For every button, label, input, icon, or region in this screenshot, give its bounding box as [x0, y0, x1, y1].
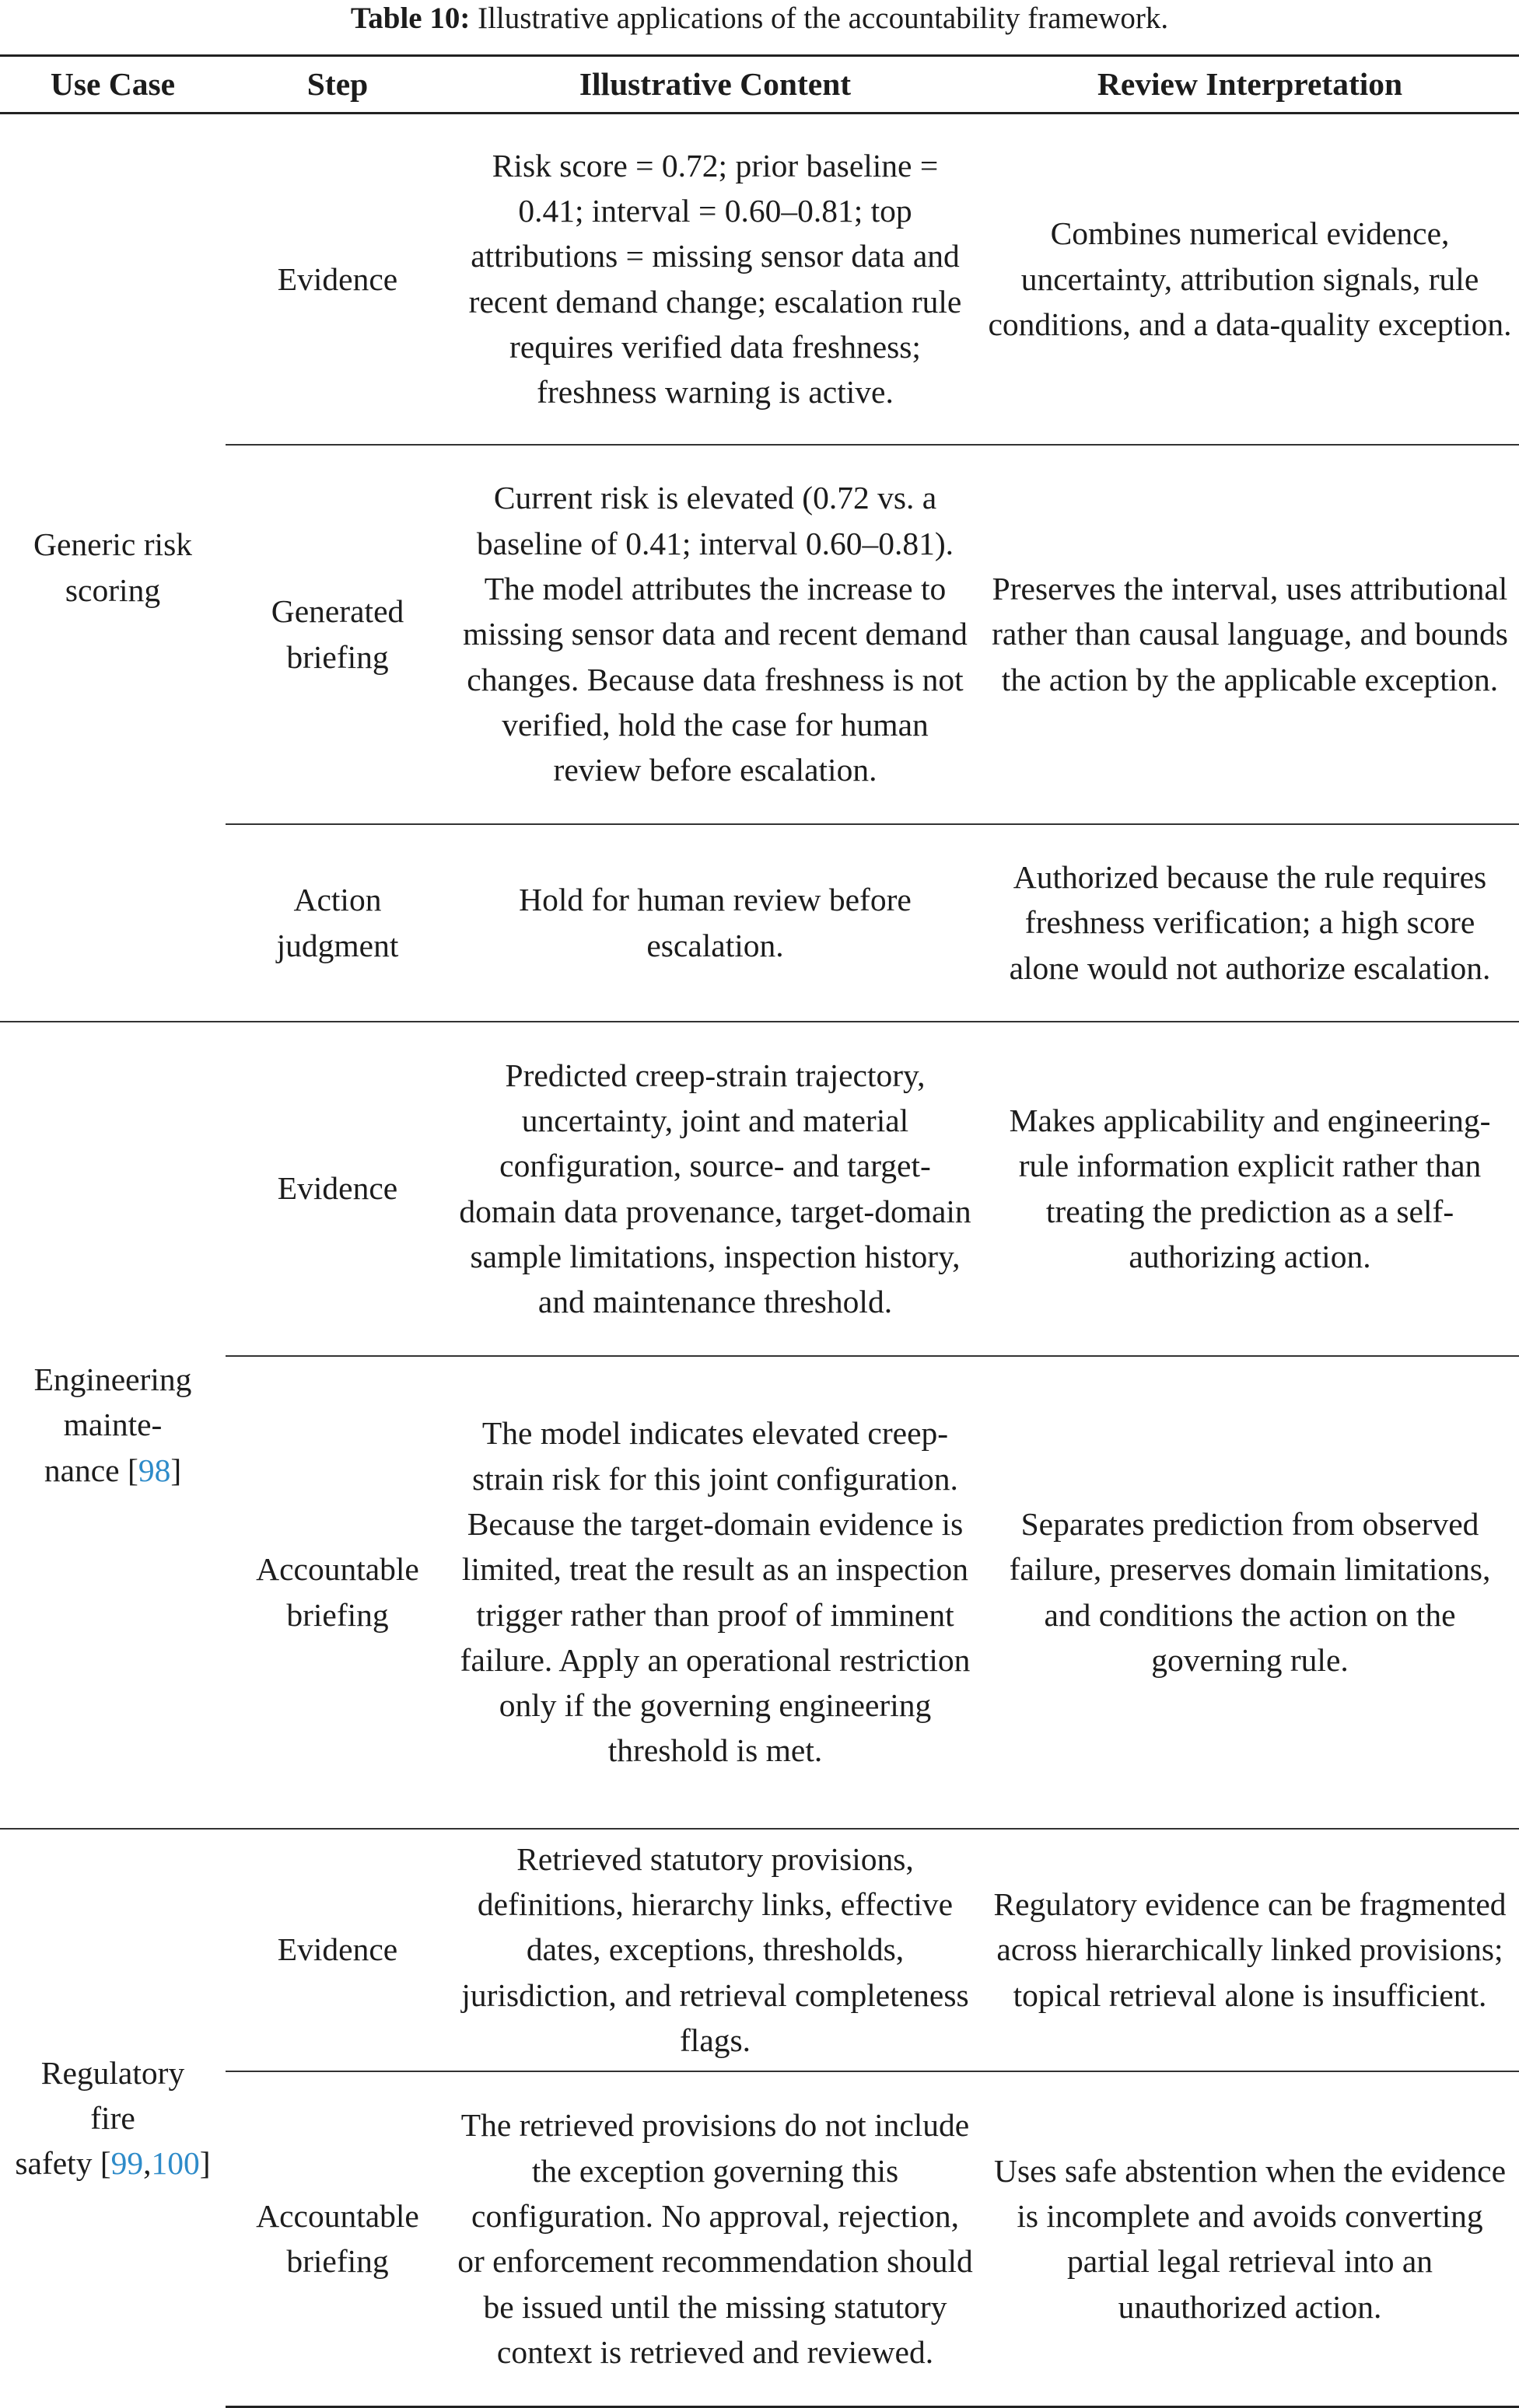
content-cell: Retrieved statutory provisions, definitions, hierarchy links, effective dates, exceptions, thresholds, jurisdiction, and retrieval completeness flags.	[450, 1829, 981, 2071]
table-row	[0, 445, 1519, 824]
use-case-label: scoring	[65, 571, 161, 608]
step-label: judgment	[276, 927, 399, 963]
bracket: ]	[170, 1452, 182, 1488]
review-cell: Authorized because the rule requires freshness verification; a high score alone would not authorize escalation.	[981, 824, 1519, 1022]
use-case-generic	[0, 114, 226, 1022]
use-case-label: Engineering	[33, 1361, 192, 1398]
step-cell	[226, 2071, 450, 2407]
step-cell	[226, 445, 450, 824]
use-case-text: nance [	[44, 1452, 138, 1488]
citation-link[interactable]: 100	[151, 2145, 200, 2182]
review-cell: Separates prediction from observed failure, preserves domain limitations, and conditions the action on the governing rule.	[981, 1356, 1519, 1829]
content-cell: The retrieved provisions do not include the exception governing this configuration. No approval, rejection, or enforcement recommendation should be issued until the missing statutory context is retrieved and reviewed.	[450, 2071, 981, 2407]
step-cell: Evidence	[226, 1022, 450, 1356]
accountability-table	[0, 54, 1519, 2408]
review-cell: Makes applicability and engineering-rule information explicit rather than treating the prediction as a self-authorizing action.	[981, 1022, 1519, 1356]
use-case-text: safety [	[15, 2145, 111, 2182]
use-case-label: Generic risk	[33, 526, 192, 563]
content-cell: Hold for human review before escalation.	[450, 824, 981, 1022]
use-case-regulatory	[0, 1829, 226, 2407]
table-row	[0, 2071, 1519, 2407]
citation-link[interactable]: 99	[110, 2145, 144, 2182]
content-cell: Current risk is elevated (0.72 vs. a baseline of 0.41; interval 0.60–0.81). The model attributes the increase to missing sensor data and recent demand changes. Because data freshness is not verified, hold the case for human review before escalation.	[450, 445, 981, 824]
table-row	[0, 1356, 1519, 1829]
bracket: ]	[199, 2145, 211, 2182]
use-case-engineering	[0, 1022, 226, 1829]
use-case-label	[6, 1448, 219, 1493]
table-caption	[0, 0, 1519, 37]
table-caption-text: Illustrative applications of the accountability framework.	[478, 2, 1169, 35]
table-header-row	[0, 56, 1519, 114]
step-label: Generated	[271, 593, 404, 630]
review-cell: Combines numerical evidence, uncertainty, attribution signals, rule conditions, and a data-quality exception.	[981, 114, 1519, 445]
header-review-interpretation: Review Interpretation	[981, 56, 1519, 114]
step-label: Accountable	[256, 2197, 419, 2234]
step-label: briefing	[286, 638, 389, 675]
step-label: Action	[293, 882, 382, 918]
step-cell: Evidence	[226, 1829, 450, 2071]
table-caption-label: Table 10:	[350, 2, 471, 35]
review-cell: Preserves the interval, uses attributional rather than causal language, and bounds the action by the applicable exception.	[981, 445, 1519, 824]
table-row	[0, 114, 1519, 445]
table-row	[0, 1022, 1519, 1356]
step-cell	[226, 824, 450, 1022]
citation-link[interactable]: 98	[138, 1452, 171, 1488]
use-case-label: mainte-	[63, 1407, 163, 1443]
header-step: Step	[226, 56, 450, 114]
step-cell	[226, 1356, 450, 1829]
use-case-label: fire	[90, 2099, 135, 2136]
table-row	[0, 824, 1519, 1022]
step-label: Accountable	[256, 1551, 419, 1588]
header-illustrative-content: Illustrative Content	[450, 56, 981, 114]
content-cell: The model indicates elevated creep-strain risk for this joint configuration. Because the target-domain evidence is limited, treat the result as an inspection trigger rather than proof of imminent failure. Apply an operational restriction only if the governing engineering threshold is met.	[450, 1356, 981, 1829]
review-cell: Regulatory evidence can be fragmented across hierarchically linked provisions; topical retrieval alone is insufficient.	[981, 1829, 1519, 2071]
use-case-label	[6, 2141, 219, 2186]
separator: ,	[143, 2145, 152, 2182]
step-label: briefing	[286, 1596, 389, 1633]
content-cell: Predicted creep-strain trajectory, uncertainty, joint and material configuration, source- and target-domain data provenance, target-domain sample limitations, inspection history, and maintenance threshold.	[450, 1022, 981, 1356]
review-cell: Uses safe abstention when the evidence is incomplete and avoids converting partial legal retrieval into an unauthorized action.	[981, 2071, 1519, 2407]
use-case-label: Regulatory	[40, 2054, 185, 2091]
content-cell: Risk score = 0.72; prior baseline = 0.41; interval = 0.60–0.81; top attributions = missing sensor data and recent demand change; escalation rule requires verified data freshness; freshness warning is active.	[450, 114, 981, 445]
table-row	[0, 1829, 1519, 2071]
step-cell: Evidence	[226, 114, 450, 445]
step-label: briefing	[286, 2243, 389, 2280]
header-use-case: Use Case	[0, 56, 226, 114]
